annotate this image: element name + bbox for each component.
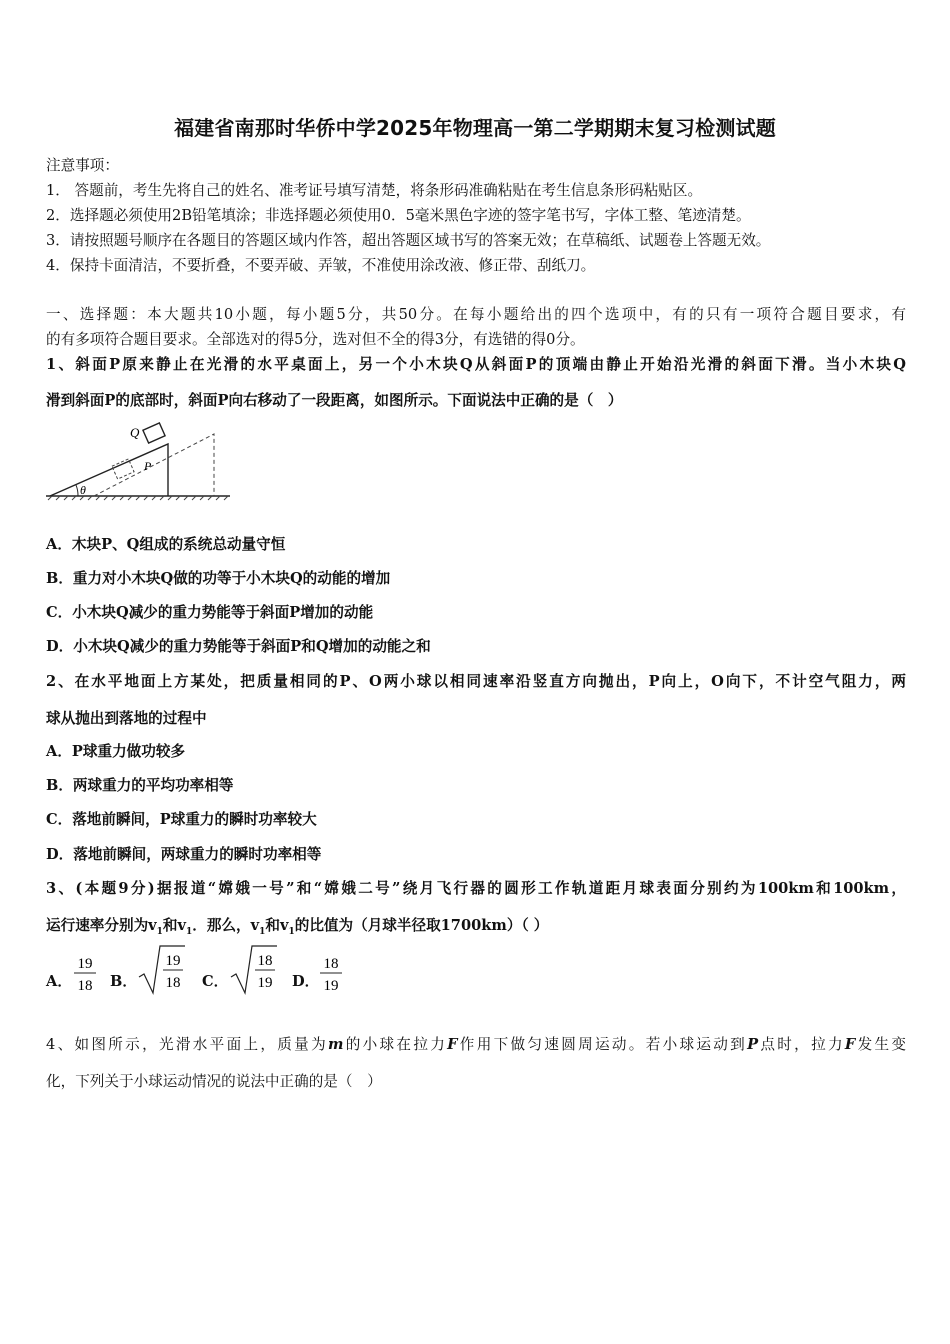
incline-figure xyxy=(44,418,234,503)
svg-text:18: 18 xyxy=(165,975,181,991)
q1-option-d: D．小木块Q减少的重力势能等于斜面P和Q增加的动能之和 xyxy=(46,638,431,655)
label-theta: θ xyxy=(80,483,86,497)
q3-option-a-label: A． xyxy=(46,973,72,990)
svg-text:19: 19 xyxy=(323,978,339,994)
svg-text:18: 18 xyxy=(257,953,273,969)
svg-text:19: 19 xyxy=(77,956,93,972)
svg-text:18: 18 xyxy=(77,978,93,994)
q3-stem-line-2: 运行速率分别为$v_1$和$v_1$．那么，$v_1$和$v_1$的比值为（月球半径取1700km）（ ） xyxy=(46,917,549,937)
page-title: 福建省南那时华侨中学2025年物理高一第二学期期末复习检测试题 xyxy=(174,116,776,140)
svg-text:18: 18 xyxy=(323,956,339,972)
q4-stem-line-2: 化，下列关于小球运动情况的说法中正确的是（ ） xyxy=(46,1073,382,1090)
q3-option-d-fraction xyxy=(318,950,344,996)
q2-stem-line-1: 2、在水平地面上方某处，把质量相同的P、O两小球以相同速率沿竖直方向抛出，P向上，O向下，不计空气阻力，两 xyxy=(46,673,906,690)
note-item-2: 2．选择题必须使用2B铅笔填涂；非选择题必须使用0．5毫米黑色字迹的签字笔书写，字体工整、笔迹清楚。 xyxy=(46,207,751,224)
q2-option-a: A．P球重力做功较多 xyxy=(46,743,186,760)
label-p: P xyxy=(144,459,152,473)
block-q-dashed xyxy=(112,459,134,479)
q1-stem-line-2: 滑到斜面P的底部时，斜面P向右移动了一段距离，如图所示。下面说法中正确的是（ ） xyxy=(46,392,623,409)
block-q xyxy=(143,423,165,443)
q3-stem-line-1: 3、(本题9分)据报道“嫦娥一号”和“嫦娥二号”绕月飞行器的圆形工作轨道距月球表面分别约为100km和100km， xyxy=(46,880,906,897)
q4-stem-line-1: 4、如图所示，光滑水平面上，质量为m的小球在拉力F作用下做匀速圆周运动。若小球运动到P点时，拉力F发生变 xyxy=(46,1036,906,1053)
note-item-1: 1． 答题前，考生先将自己的姓名、准考证号填写清楚，将条形码准确粘贴在考生信息条形码粘贴区。 xyxy=(46,182,703,199)
q1-option-c: C．小木块Q减少的重力势能等于斜面P增加的动能 xyxy=(46,604,374,621)
incline-dashed xyxy=(94,434,214,496)
q3-option-a-fraction xyxy=(72,950,98,996)
q2-stem-line-2: 球从抛出到落地的过程中 xyxy=(46,710,207,727)
label-q: Q xyxy=(130,425,140,440)
q3-option-c-sqrt-fraction xyxy=(229,943,279,997)
q3-option-b-label: B． xyxy=(110,973,137,990)
section-intro-line-1: 一、选择题：本大题共10小题，每小题5分，共50分。在每小题给出的四个选项中，有的只有一项符合题目要求，有 xyxy=(46,306,906,323)
notes-heading: 注意事项： xyxy=(46,157,119,174)
q1-stem-line-1: 1、斜面P原来静止在光滑的水平桌面上，另一个小木块Q从斜面P的顶端由静止开始沿光滑的斜面下滑。当小木块Q xyxy=(46,356,906,373)
q1-option-b: B．重力对小木块Q做的功等于小木块Q的动能的增加 xyxy=(46,570,391,587)
svg-text:19: 19 xyxy=(165,953,181,969)
q2-option-d: D．落地前瞬间，两球重力的瞬时功率相等 xyxy=(46,846,322,863)
q2-option-c: C．落地前瞬间，P球重力的瞬时功率较大 xyxy=(46,811,317,828)
note-item-3: 3．请按照题号顺序在各题目的答题区域内作答，超出答题区域书写的答案无效；在草稿纸、试题卷上答题无效。 xyxy=(46,232,771,249)
note-item-4: 4．保持卡面清洁，不要折叠，不要弄破、弄皱，不准使用涂改液、修正带、刮纸刀。 xyxy=(46,257,596,274)
svg-text:19: 19 xyxy=(257,975,273,991)
q2-option-b: B．两球重力的平均功率相等 xyxy=(46,777,234,794)
q1-option-a: A．木块P、Q组成的系统总动量守恒 xyxy=(46,536,286,553)
q3-option-d-label: D． xyxy=(292,973,320,990)
angle-arc xyxy=(76,485,78,496)
q3-option-b-sqrt-fraction xyxy=(137,943,187,997)
section-intro-line-2: 的有多项符合题目要求。全部选对的得5分，选对但不全的得3分，有选错的得0分。 xyxy=(46,331,585,348)
q3-option-c-label: C． xyxy=(202,973,229,990)
